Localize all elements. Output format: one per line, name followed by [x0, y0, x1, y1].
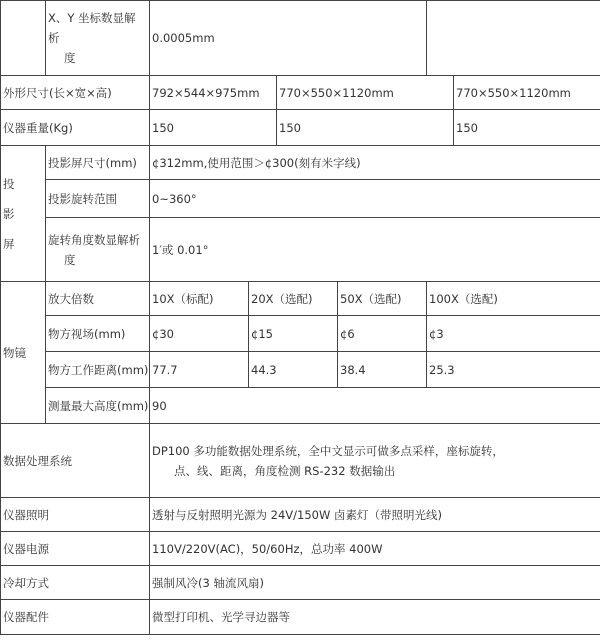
screen-rotation-label: 投影旋转范围 [46, 180, 150, 218]
row-data-processing [1, 424, 600, 498]
row-power [1, 532, 600, 566]
dimensions-label: 外形尺寸(长×宽×高) [1, 76, 150, 110]
illumination-value: 透射与反射照明光源为 24V/150W 卤素灯（带照明光线) [150, 498, 600, 532]
row-xy-resolution [1, 1, 600, 76]
data-processing-value-line1: DP100 多功能数据处理系统，全中文显示可做多点采样，座标旋转， [152, 443, 504, 458]
xy-resolution-group-blank [1, 1, 46, 76]
row-cooling [1, 566, 600, 600]
projection-screen-char: 屏 [3, 236, 15, 251]
weight-value: 150 [454, 110, 600, 146]
row-max-height [1, 388, 600, 424]
working-distance-value: 77.7 [150, 352, 249, 388]
magnification-value: 10X（标配) [150, 282, 249, 316]
dimensions-value: 792×544×975mm [150, 76, 277, 110]
magnification-value: 50X（选配) [338, 282, 427, 316]
objective-group-label: 物镜 [1, 282, 46, 424]
magnification-label: 放大倍数 [46, 282, 150, 316]
field-of-view-label: 物方视场(mm) [46, 316, 150, 352]
angle-resolution-label-line1: 旋转角度数显解析 [48, 232, 140, 247]
row-field-of-view [1, 316, 600, 352]
illumination-label: 仪器照明 [1, 498, 150, 532]
row-screen-size [1, 146, 600, 180]
data-processing-value-line2: 点、线、距离，角度检测 RS-232 数据输出 [174, 463, 396, 478]
row-dimensions [1, 76, 600, 110]
max-height-label: 测量最大高度(mm) [46, 388, 150, 424]
power-label: 仪器电源 [1, 532, 150, 566]
xy-resolution-label-line1: X、Y 坐标数显解析 [48, 11, 136, 45]
field-of-view-value: ¢3 [427, 316, 600, 352]
working-distance-value: 25.3 [427, 352, 600, 388]
projection-screen-char: 投 [3, 176, 15, 191]
field-of-view-value: ¢15 [249, 316, 338, 352]
screen-size-label: 投影屏尺寸(mm) [46, 146, 150, 180]
weight-value: 150 [277, 110, 454, 146]
accessories-label: 仪器配件 [1, 600, 150, 635]
row-illumination [1, 498, 600, 532]
row-magnification [1, 282, 600, 316]
xy-resolution-value: 0.0005mm [150, 1, 427, 76]
working-distance-value: 44.3 [249, 352, 338, 388]
cooling-label: 冷却方式 [1, 566, 150, 600]
data-processing-value [150, 424, 600, 498]
working-distance-label: 物方工作距离(mm) [46, 352, 150, 388]
dimensions-value: 770×550×1120mm [277, 76, 454, 110]
max-height-value: 90 [150, 388, 600, 424]
data-processing-label: 数据处理系统 [1, 424, 150, 498]
field-of-view-value: ¢6 [338, 316, 427, 352]
working-distance-value: 38.4 [338, 352, 427, 388]
screen-size-value: ¢312mm,使用范围＞¢300(刻有米字线) [150, 146, 600, 180]
xy-resolution-empty [427, 1, 600, 76]
row-angle-resolution [1, 218, 600, 282]
weight-label: 仪器重量(Kg) [1, 110, 150, 146]
magnification-value: 100X（选配) [427, 282, 600, 316]
xy-resolution-label-line2: 度 [64, 51, 76, 65]
row-accessories [1, 600, 600, 635]
magnification-value: 20X（选配) [249, 282, 338, 316]
field-of-view-value: ¢30 [150, 316, 249, 352]
row-weight [1, 110, 600, 146]
dimensions-value: 770×550×1120mm [454, 76, 600, 110]
row-working-distance [1, 352, 600, 388]
angle-resolution-label-line2: 度 [64, 252, 76, 267]
cooling-value: 强制风冷(3 轴流风扇) [150, 566, 600, 600]
accessories-value: 微型打印机、光学寻边器等 [150, 600, 600, 635]
angle-resolution-value: 1′或 0.01° [150, 218, 600, 282]
row-screen-rotation [1, 180, 600, 218]
screen-rotation-value: 0~360° [150, 180, 600, 218]
projection-screen-char: 影 [3, 206, 15, 221]
projection-screen-group-label [1, 146, 46, 282]
angle-resolution-label [46, 218, 150, 282]
xy-resolution-label [46, 1, 150, 76]
weight-value: 150 [150, 110, 277, 146]
power-value: 110V/220V(AC)，50/60Hz，总功率 400W [150, 532, 600, 566]
